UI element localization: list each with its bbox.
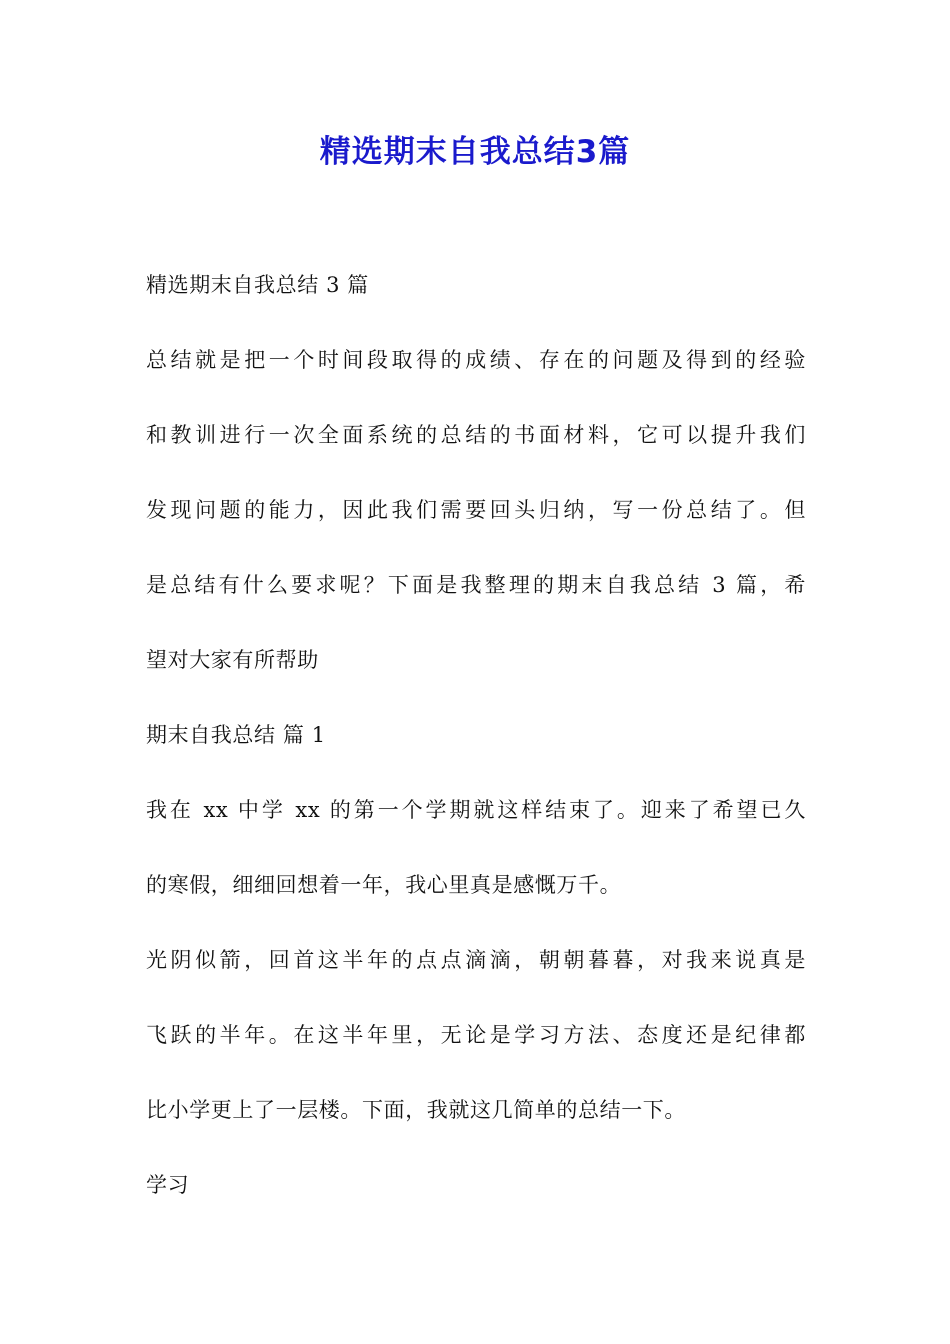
text-line: 学习 (146, 1173, 190, 1197)
text-line: 期末自我总结 篇 1 (146, 723, 326, 747)
text-line: 总结就是把一个时间段取得的成绩、存在的问题及得到的经验 (146, 348, 806, 372)
text-line: 发现问题的能力，因此我们需要回头归纳，写一份总结了。但 (146, 498, 806, 522)
text-line: 飞跃的半年。在这半年里，无论是学习方法、态度还是纪律都 (146, 1023, 806, 1047)
text-line: 的寒假，细细回想着一年，我心里真是感慨万千。 (146, 873, 622, 897)
document-title: 精选期末自我总结3篇 (319, 134, 631, 170)
text-line: 和教训进行一次全面系统的总结的书面材料，它可以提升我们 (146, 423, 806, 447)
text-line: 比小学更上了一层楼。下面，我就这几简单的总结一下。 (146, 1098, 686, 1122)
document-body (146, 262, 806, 1237)
text-line: 是总结有什么要求呢？下面是我整理的期末自我总结 3 篇，希 (146, 573, 806, 597)
text-line: 望对大家有所帮助 (146, 648, 319, 672)
text-line: 光阴似箭，回首这半年的点点滴滴，朝朝暮暮，对我来说真是 (146, 948, 806, 972)
text-line: 我在 xx 中学 xx 的第一个学期就这样结束了。迎来了希望已久 (146, 798, 806, 822)
text-line: 精选期末自我总结 3 篇 (146, 273, 369, 297)
